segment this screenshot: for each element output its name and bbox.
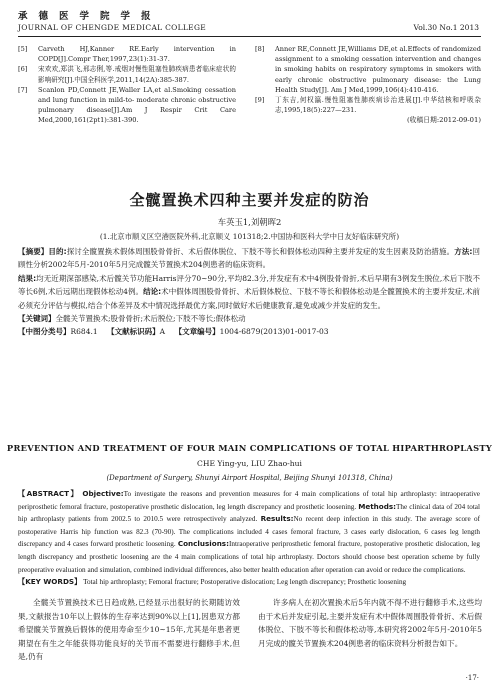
abstract-cn — [18, 245, 480, 339]
keywords-en-label: 【KEY WORDS】 — [18, 577, 82, 587]
reference-text: 宋欢欢,郑洪飞,邢志俐,等.戒烟对慢性阻塞性肺疾病患者临床症状的影响研究[J].中国全科医学,2011,14(2A):385-387. — [38, 65, 236, 84]
received-date: (收稿日期:2012-09-01) — [407, 116, 481, 125]
body-text-right: 许多病人在初次置换术后5年内就不得不进行翻修手术,这些均由于术后并发症引起,主要并发症有术中假体周围股骨骨折、术后假体脱位、下肢不等长和假体松动等,本研究将2002年5月-2010年5月完成的髋关节置换术204例患者的临床资料分析报告如下。 — [258, 598, 482, 648]
reference-number: [6] — [18, 65, 28, 74]
keywords-label: 【关键词】 — [18, 314, 56, 324]
reference-number: [7] — [18, 85, 28, 94]
results-text: 均无近期深部感染,术后髋关节功能Harris评分70~90分,平均82.3分,并发症有术中4例股骨骨折,术后早期有3例发生脱位,术后下肢不等长6例,术后远期出现假体松动4例。 — [18, 273, 480, 297]
abstract-en — [18, 488, 480, 589]
reference-item — [18, 44, 236, 64]
reference-text: Carveth HJ,Kanner RE.Early intervention in COPD[J].Compr Ther,1997,23(1):31-37. — [38, 45, 236, 64]
reference-item — [255, 44, 481, 95]
page-number: ·17· — [465, 674, 479, 682]
references-left-column — [18, 44, 236, 126]
methods-en-label: Methods: — [358, 501, 397, 511]
abstract-en-label: 【ABSTRACT】 — [18, 489, 80, 498]
keywords-text: 全髋关节置换术;股骨骨折;术后脱位;下肢不等长;假体松动 — [55, 314, 246, 324]
conclusion-text: 术中假体周围股骨骨折、术后假体脱位、下肢不等长和假体松动是全髋置换术的主要并发症,术前必须充分评估与模拟,结合个体差异及术中情况选择最优方案,同时做好术后健康教育,避免或减少并发症的发生。 — [18, 287, 481, 310]
objective-text: 探讨全髋置换术假体周围股骨骨折、术后假体脱位、下肢不等长和假体松动四种主要并发症的发生因素及防治措施。 — [66, 247, 455, 256]
conclusion-en-text: Intraoperative periprosthetic femoral fracture, postoperative prosthetic dislocation, leg length discrepancy and prosthetic loosening are the 4 main complications of total hip arthroplasty. Doctors should choose best operation scheme by fully preoperative evaluation and simulation, combined individual differences, also better health education after operation can avoid or reduce the complications. — [18, 540, 480, 574]
methods-en-text: The clinical data of 204 total hip arthroplasty patients from 2002.5 to 2010.5 were retrospectively analyzed. — [18, 502, 480, 524]
objective-en-label: Objective: — [82, 489, 124, 498]
reference-number: [8] — [255, 45, 265, 53]
conclusion-en-label: Conclusions: — [177, 539, 229, 549]
reference-item — [18, 64, 236, 84]
reference-number: [5] — [18, 45, 28, 53]
reference-item — [18, 85, 236, 126]
journal-name-cn: 承德医学院学报 — [18, 11, 162, 22]
english-title: PREVENTION AND TREATMENT OF FOUR MAIN COMPLICATIONS OF TOTAL HIPARTHROPLASTY — [6, 443, 493, 453]
volume-info: Vol.30 No.1 2013 — [413, 23, 479, 32]
article-no-label: 【文章编号】 — [174, 327, 220, 337]
body-text-left: 全髋关节置换技术已日趋成熟,已经显示出很好的长期随访效果,文献报告10年以上假体的生存率达到90%以上[1],因患双方都希望髋关节置换后假体的使用寿命至少10~15年,尤其是年患者更期望在有生之年能获得功能良好的关节而不需要进行翻修手术,但是,仍有 — [18, 598, 240, 661]
reference-text: Anner RE,Connett JE,Williams DE,et al.Effects of randomized assignment to a smoking cessation intervention and changes in smoking habits on respiratory symptoms in smokers with early chronic obstructive pulmonary disease: the Lung Health Study[J]. Am J Med,1999,106(4):410-416. — [275, 45, 481, 94]
clc-label: 【中图分类号】 — [18, 327, 71, 337]
article-title: 全髋置换术四种主要并发症的防治 — [129, 191, 370, 209]
abstract-label: 【摘要】 — [18, 247, 49, 256]
results-en-label: Results: — [260, 514, 294, 524]
results-en-text: No recent deep infection in this study. The average score of postoperative Harris hip function was 82.3 (70-90). The complications included 4 cases femoral fracture, 3 cases early dislocation, 6 cases leg length discrepancy and 4 cases forward prosthetic loosening. — [18, 515, 480, 549]
clc-value: R684.1 — [70, 327, 98, 337]
references-right-column — [255, 44, 481, 126]
reference-text: 丁东吉,何权瀛.慢性阻塞性肺疾病诊治进展[J].中华结核和呼吸杂志,1995,18(5):227—231. — [275, 96, 481, 115]
results-label: 结果: — [18, 273, 37, 283]
doc-code-label: 【文献标识码】 — [107, 327, 160, 337]
article-affiliation: (1.北京市顺义区空港医院外科,北京顺义 101318;2.中国协和医科大学中日友好临床研究所) — [99, 232, 400, 241]
english-affiliation: (Department of Surgery, Shunyi Airport Hospital, Beijing Shunyi 101318, China) — [106, 474, 393, 482]
header-divider — [18, 36, 481, 37]
keywords-en-text: Total hip arthroplasty; Femoral fracture; Postoperative dislocation; Leg length discrepancy; Prosthetic loosening — [83, 578, 407, 587]
article-no-value: 1004-6879(2013)01-0017-03 — [219, 327, 329, 337]
conclusion-label: 结论: — [143, 287, 162, 297]
english-authors: CHE Ying-yu, LIU Zhao-hui — [197, 459, 302, 468]
methods-text: 回顾性分析2002年5月-2010年5月完成髋关节置换术204例患者的临床资料。 — [18, 247, 481, 270]
article-authors: 车英玉1,刘朝晖2 — [217, 217, 282, 227]
journal-name-en: JOURNAL OF CHENGDE MEDICAL COLLEGE — [18, 23, 207, 32]
reference-item — [255, 95, 481, 115]
reference-text: Scanlon PD,Connett JE,Waller LA,et al.Smoking cessation and lung function in mild-to- moderate chronic obstructive pulmonary disease[J].Am J Respir Crit Care Med,2000,161(2pt1):381-390. — [38, 85, 236, 125]
reference-number: [9] — [255, 96, 265, 105]
doc-code-value: A — [159, 327, 166, 337]
objective-en-text: To investigate the reasons and prevention measures for 4 main complications of total hip arthroplasty: intraoperative periprosthetic femoral fracture, postoperative prosthetic dislocation, leg length discrepancy and prosthetic loosening. — [18, 490, 480, 511]
objective-label: 目的: — [48, 247, 67, 256]
methods-label: 方法: — [454, 247, 473, 256]
